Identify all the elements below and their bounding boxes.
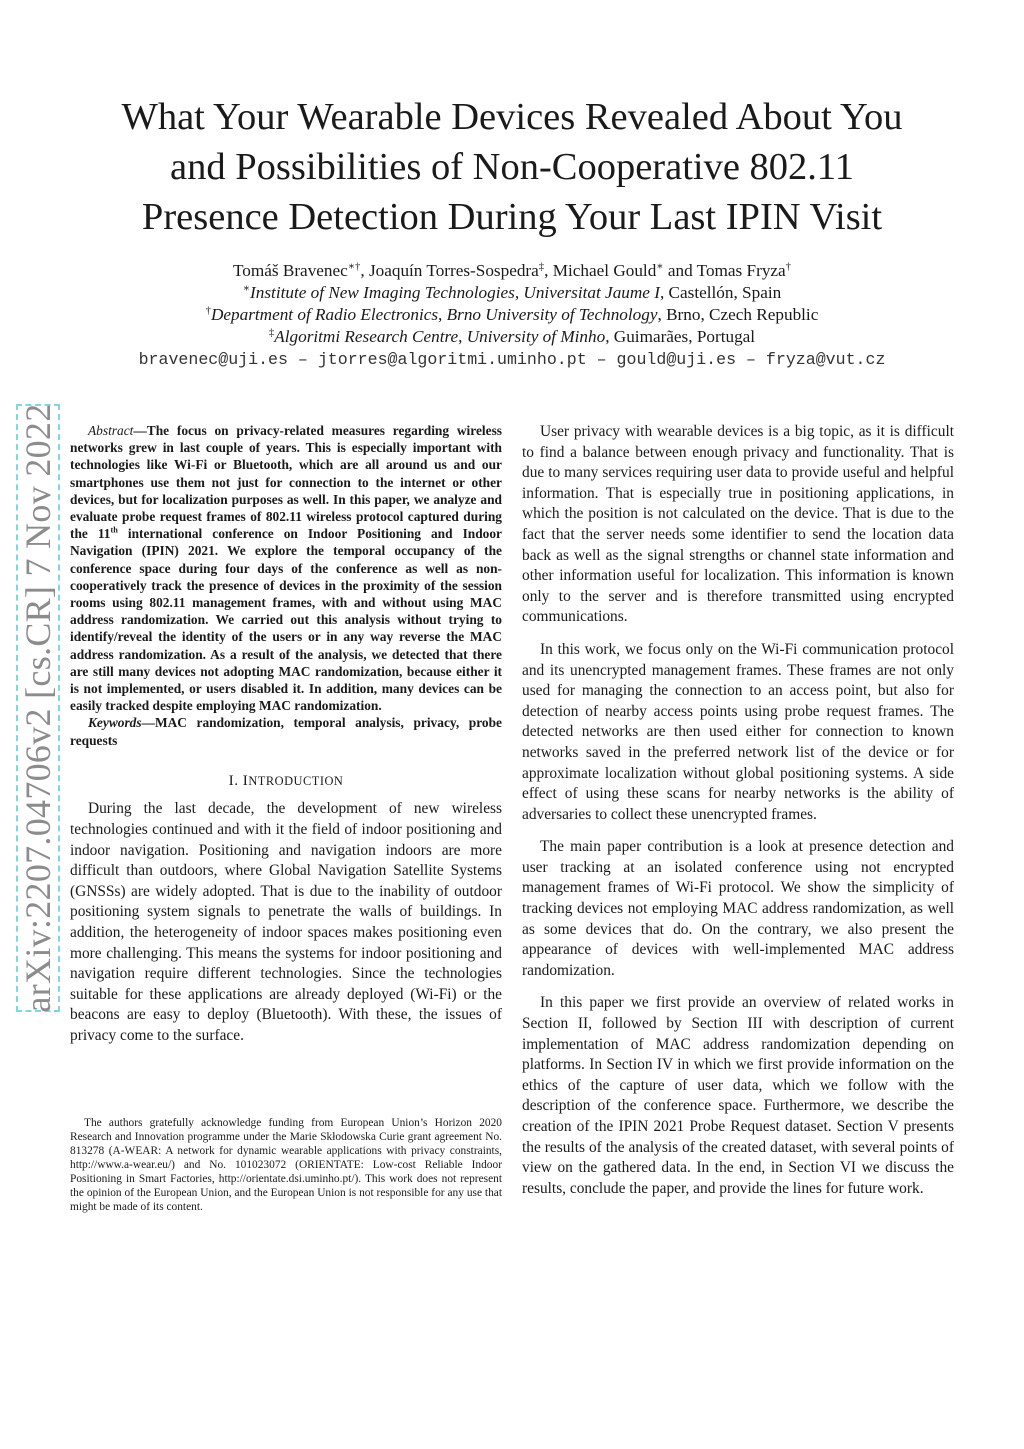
section-initial: I xyxy=(242,771,249,789)
affiliation-line xyxy=(60,282,964,304)
affiliation-location: , Castellón, Spain xyxy=(659,283,782,302)
affiliation-location: , Brno, Czech Republic xyxy=(657,305,819,324)
affiliation-mark: ∗ xyxy=(656,261,664,273)
left-column xyxy=(70,422,502,1059)
section-number: I. xyxy=(228,771,243,789)
affiliation-mark: † xyxy=(205,305,211,317)
keywords xyxy=(70,714,502,748)
keywords-label: Keywords xyxy=(88,715,142,731)
abstract xyxy=(70,422,502,714)
separator: , xyxy=(544,261,553,280)
author-list xyxy=(60,260,964,282)
affiliation-mark: ∗ xyxy=(242,283,251,295)
separator: and xyxy=(663,261,697,280)
affiliation-institution: Institute of New Imaging Technologies, Universitat Jaume I xyxy=(250,283,660,302)
ordinal-suffix: th xyxy=(110,525,118,535)
arxiv-identifier-stamp: arXiv:2207.04706v2 [cs.CR] 7 Nov 2022 xyxy=(18,403,58,1013)
affiliation-mark: ‡ xyxy=(268,327,275,339)
affiliation-institution: Algoritmi Research Centre, University of Minho xyxy=(274,327,606,346)
body-paragraph: In this work, we focus only on the Wi-Fi communication protocol and its unencrypted management frames. These frames are not only used for managing the connection to an access point, but also for detection of nearby access points using probe request frames. The detected networks are then used either for connection to known networks saved in the preferred network list of the device or for approximate localization without global positioning systems. A side effect of using these scans for nearby networks is the ability of adversaries to collect these unencrypted frames. xyxy=(522,640,954,823)
separator: , xyxy=(360,261,369,280)
affiliation-mark: ‡ xyxy=(538,261,545,273)
affiliation-line xyxy=(60,326,964,348)
body-paragraph: The main paper contribution is a look at presence detection and user tracking at an isolated conference using not encrypted management frames of Wi-Fi protocol. We show the simplicity of tracking devices not employing MAC address randomization, as well as some devices that do. On the contrary, we also present the appearance of devices with well-implemented MAC address randomization. xyxy=(522,838,954,979)
title-line: and Possibilities of Non-Cooperative 802.11 xyxy=(169,146,854,188)
paper-title xyxy=(60,92,964,242)
abstract-dash: — xyxy=(133,423,147,438)
section-heading-introduction xyxy=(70,771,502,792)
affiliation-line xyxy=(60,304,964,326)
affiliation-institution: Department of Radio Electronics, Brno University of Technology xyxy=(210,305,658,324)
keywords-dash: — xyxy=(141,715,155,731)
affiliation-mark: ∗† xyxy=(347,261,361,273)
keywords-text: MAC randomization, temporal analysis, privacy, probe requests xyxy=(70,715,502,748)
author-name: Joaquín Torres-Sospedra xyxy=(368,261,539,280)
right-column xyxy=(522,422,954,1211)
author-emails: bravenec@uji.es – jtorres@algoritmi.uminho.pt – gould@uji.es – fryza@vut.cz xyxy=(138,350,886,369)
author-name: Tomáš Bravenec xyxy=(233,261,348,280)
author-name: Michael Gould xyxy=(552,261,657,280)
abstract-label: Abstract xyxy=(88,423,134,438)
body-paragraph: During the last decade, the development of new wireless technologies continued and with it the field of indoor positioning and indoor navigation. Positioning and navigation indoors are more difficult than outdoors, where Global Navigation Satellite Systems (GNSSs) are widely adopted. That is due to the inability of outdoor positioning system signals to penetrate the walls of buildings. In addition, the heterogeneity of indoor spaces makes positioning even more challenging. This means the systems for indoor positioning and navigation require different technologies. Since the technologies suitable for these applications are already deployed (Wi-Fi) or the beacons are easy to deploy (Bluetooth). With these, the issues of privacy come to the surface. xyxy=(70,800,502,1044)
funding-footnote: The authors gratefully acknowledge funding from European Union’s Horizon 2020 Research and Innovation programme under the Marie Skłodowska Curie grant agreement No. 813278 (A-WEAR: A network for dynamic wearable applications with privacy constraints, http://www.a-wear.eu/) and No. 101023072 (ORIENTATE: Low-cost Reliable Indoor Positioning in Smart Factories, http://orientate.dsi.uminho.pt/). This work does not represent the opinion of the European Union, and the European Union is not responsible for any use that might be made of its content. xyxy=(70,1117,502,1213)
author-block xyxy=(60,260,964,372)
affiliation-mark: † xyxy=(785,261,791,273)
title-line: What Your Wearable Devices Revealed About You xyxy=(121,96,903,138)
body-paragraph: User privacy with wearable devices is a big topic, as it is difficult to find a balance between enough privacy and functionality. That is due to many services requiring user data to provide useful and helpful information. That is especially true in positioning applications, in which the position is not calculated on the device. That is due to the fact that the server needs some identifier to send the location data back as well as the signal strengths or channel state information and other information useful for localization. This information is known only to the server and is therefore transmitted using encrypted communications. xyxy=(522,423,954,626)
section-title-smallcaps: NTRODUCTION xyxy=(248,773,344,788)
title-line: Presence Detection During Your Last IPIN Visit xyxy=(141,196,883,238)
abstract-text-continued: international conference on Indoor Positioning and Indoor Navigation (IPIN) 2021. We explore the temporal occupancy of the conference space during four days of the conference as well as non-cooperatively track the presence of devices in the proximity of the session rooms using 802.11 management frames, with and without using MAC address randomization. We carried out this analysis without trying to identify/reveal the identity of the users or in any way reverse the MAC address randomization. As a result of the analysis, we detected that there are still many devices not adopting MAC randomization, because either it is not implemented, or users disabled it. In addition, many devices can be easily tracked despite employing MAC randomization. xyxy=(70,526,503,714)
author-name: Tomas Fryza xyxy=(696,261,786,280)
affiliation-location: , Guimarães, Portugal xyxy=(605,327,756,346)
abstract-text: The focus on privacy-related measures regarding wireless networks grew in last couple of years. This is especially important with technologies like Wi-Fi or Bluetooth, which are all around us and our smartphones use them not just for connection to the internet or other devices, but for localization purposes as well. In this paper, we analyze and evaluate probe request frames of 802.11 wireless protocol captured during the 11 xyxy=(70,423,502,542)
body-paragraph: In this paper we first provide an overview of related works in Section II, followed by Section III with description of current implementation of MAC address randomization depending on platforms. In Section IV in which we first provide information on the ethics of the capture of user data, which we follow with the description of the conference space. Furthermore, we describe the creation of the IPIN 2021 Probe Request dataset. Section V presents the results of the analysis of the created dataset, with several points of view on the gathered data. In the end, in Section VI we discuss the results, conclude the paper, and provide the lines for future work. xyxy=(522,994,954,1197)
